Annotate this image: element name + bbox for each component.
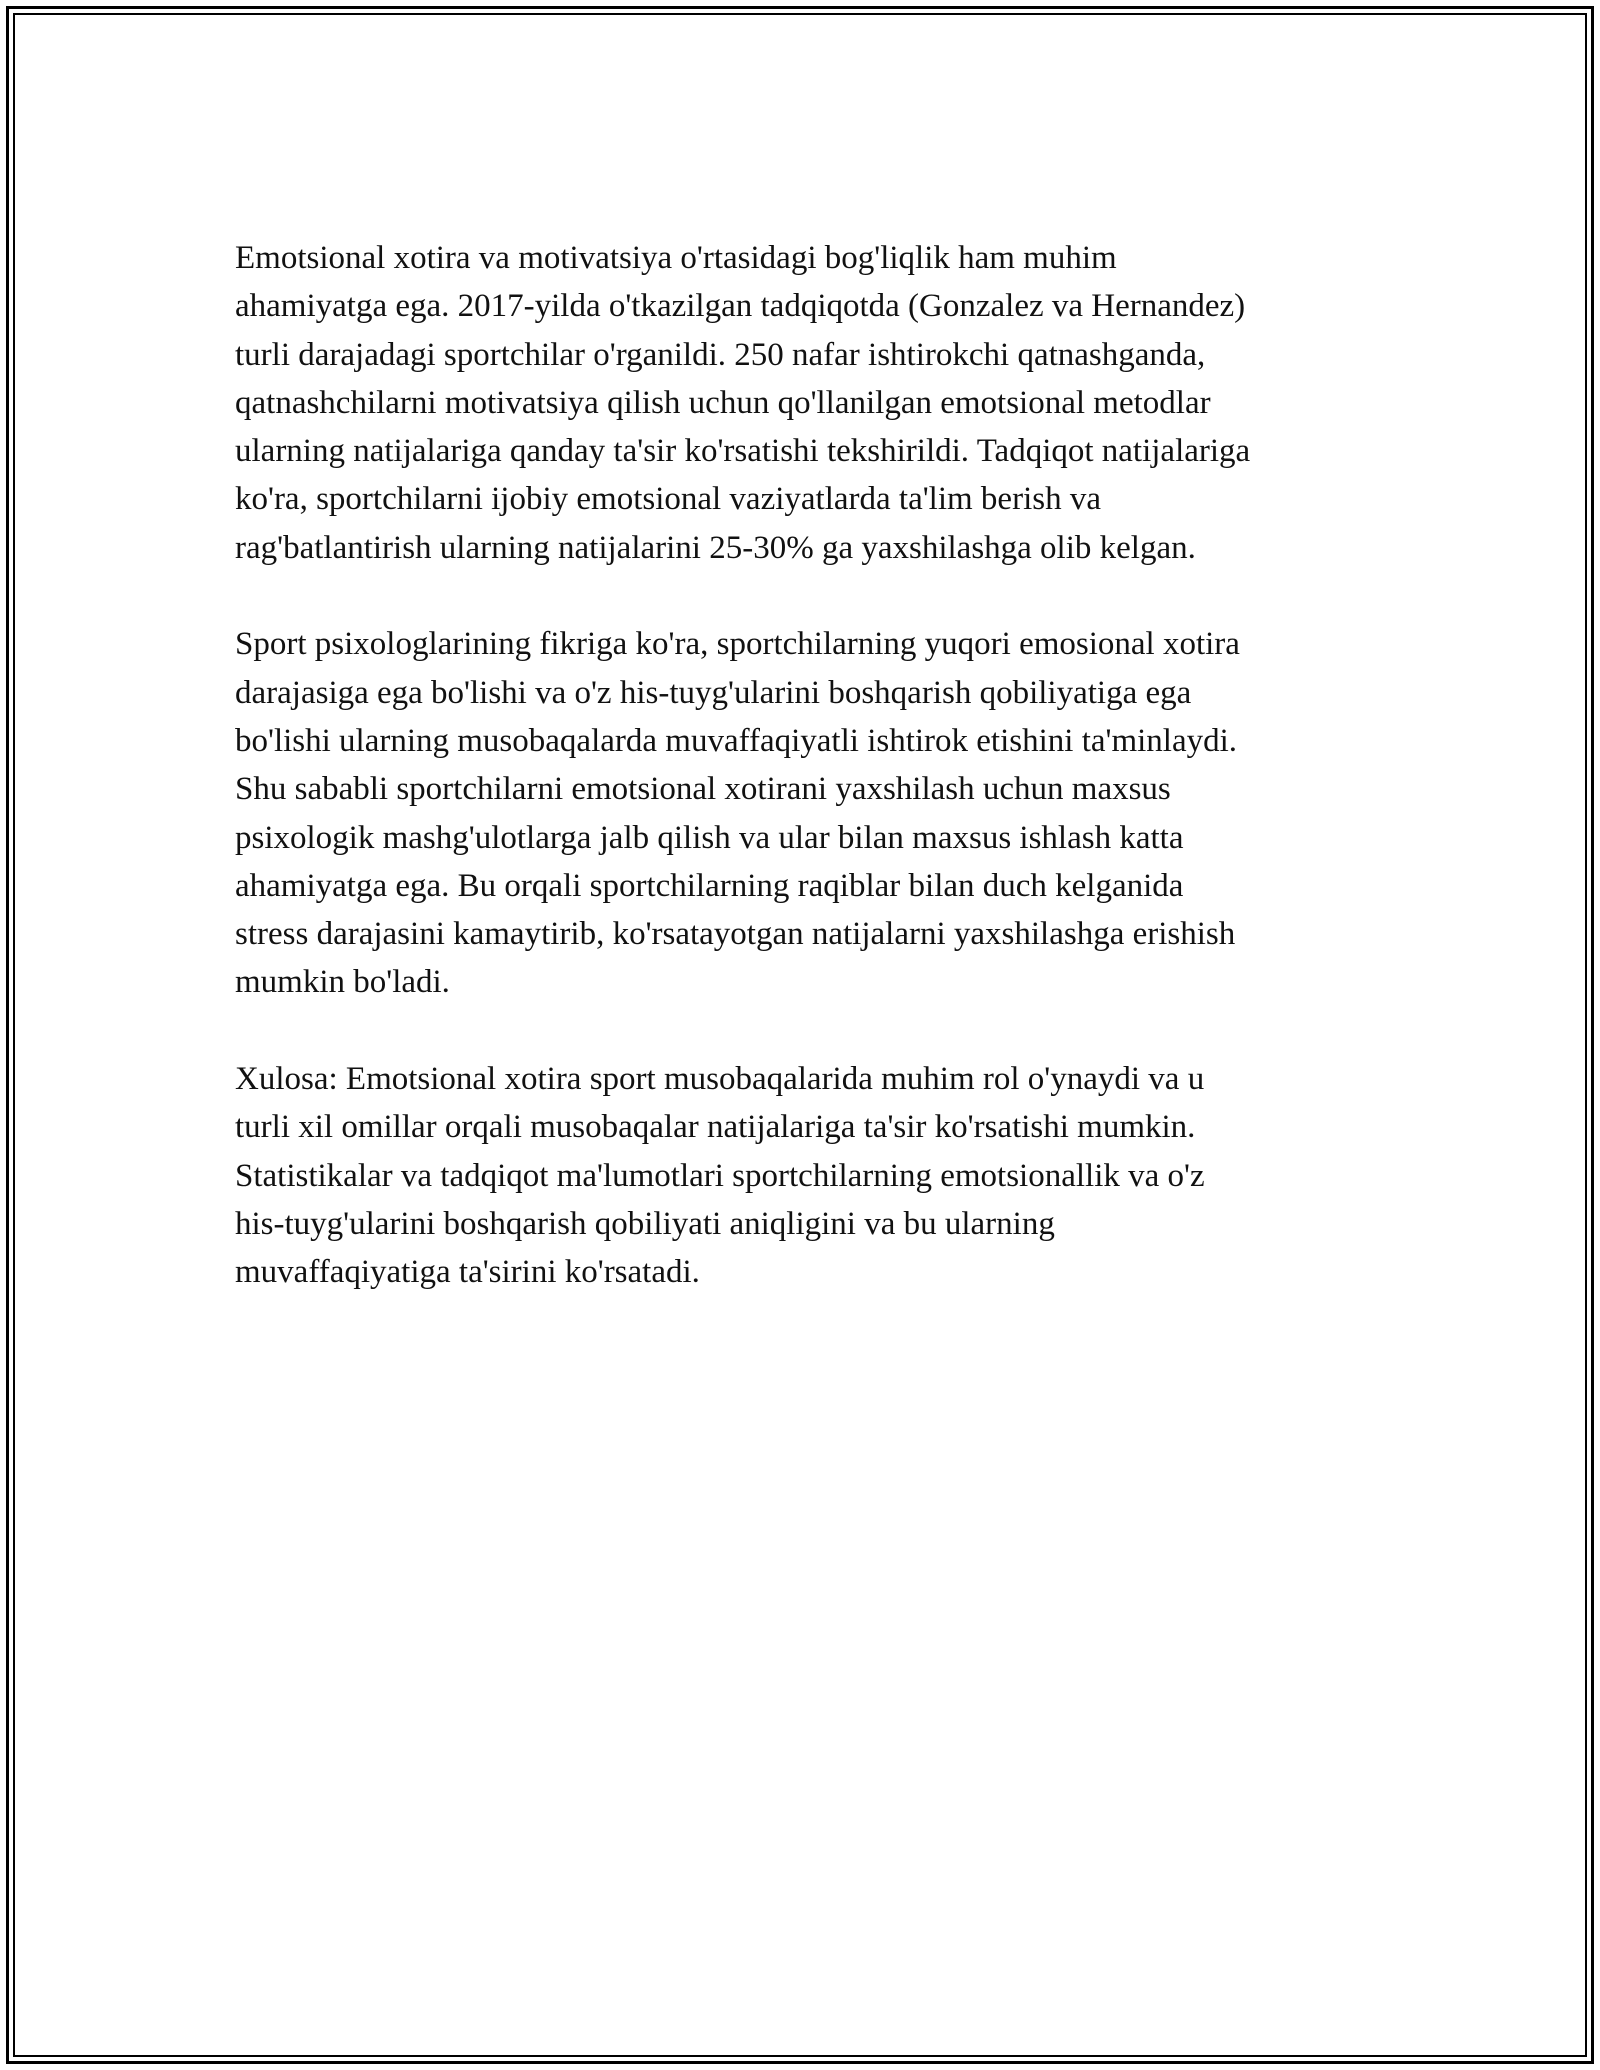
paragraph-line: muvaffaqiyatiga ta'sirini ko'rsatadi. xyxy=(235,1254,700,1291)
paragraph-line: ahamiyatga ega. Bu orqali sportchilarning raqiblar bilan duch kelganida xyxy=(235,867,1184,904)
paragraph-line: Shu sababli sportchilarni emotsional xotirani yaxshilash uchun maxsus xyxy=(235,771,1171,808)
paragraph-line: Emotsional xotira va motivatsiya o'rtasidagi bog'liqlik ham muhim xyxy=(235,240,1117,276)
paragraph-line: turli darajadagi sportchilar o'rganildi. 250 nafar ishtirokchi qatnashganda, xyxy=(235,336,1206,373)
paragraph-line: ularning natijalariga qanday ta'sir ko'rsatishi tekshirildi. Tadqiqot natijalariga xyxy=(235,433,1251,470)
paragraph-line: Xulosa: Emotsional xotira sport musobaqalarida muhim rol o'ynaydi va u xyxy=(235,1061,1205,1098)
paragraph-line: psixologik mashg'ulotlarga jalb qilish va ular bilan maxsus ishlash katta xyxy=(235,819,1184,856)
paragraph-line: his-tuyg'ularini boshqarish qobiliyati aniqligini va bu ularning xyxy=(235,1205,1055,1242)
paragraph-sport-psychology xyxy=(235,620,1395,1006)
paragraph-motivation xyxy=(235,234,1395,572)
paragraph-line: ahamiyatga ega. 2017-yilda o'tkazilgan tadqiqotda (Gonzalez va Hernandez) xyxy=(235,288,1246,325)
paragraph-line: darajasiga ega bo'lishi va o'z his-tuyg'ularini boshqarish qobiliyatiga ega xyxy=(235,674,1192,711)
document-body xyxy=(235,234,1395,1345)
paragraph-line: Statistikalar va tadqiqot ma'lumotlari sportchilarning emotsionallik va o'z xyxy=(235,1157,1205,1194)
paragraph-line: stress darajasini kamaytirib, ko'rsatayotgan natijalarni yaxshilashga erishish xyxy=(235,916,1236,953)
paragraph-line: bo'lishi ularning musobaqalarda muvaffaqiyatli ishtirok etishini ta'minlaydi. xyxy=(235,722,1238,759)
paragraph-line: rag'batlantirish ularning natijalarini 25-30% ga yaxshilashga olib kelgan. xyxy=(235,529,1196,566)
paragraph-line: turli xil omillar orqali musobaqalar natijalariga ta'sir ko'rsatishi mumkin. xyxy=(235,1109,1196,1146)
paragraph-conclusion xyxy=(235,1055,1395,1296)
paragraph-line: qatnashchilarni motivatsiya qilish uchun qo'llanilgan emotsional metodlar xyxy=(235,384,1211,421)
paragraph-line: mumkin bo'ladi. xyxy=(235,964,450,1001)
paragraph-line: Sport psixologlarining fikriga ko'ra, sportchilarning yuqori emosional xotira xyxy=(235,626,1240,663)
paragraph-line: ko'ra, sportchilarni ijobiy emotsional vaziyatlarda ta'lim berish va xyxy=(235,481,1101,518)
